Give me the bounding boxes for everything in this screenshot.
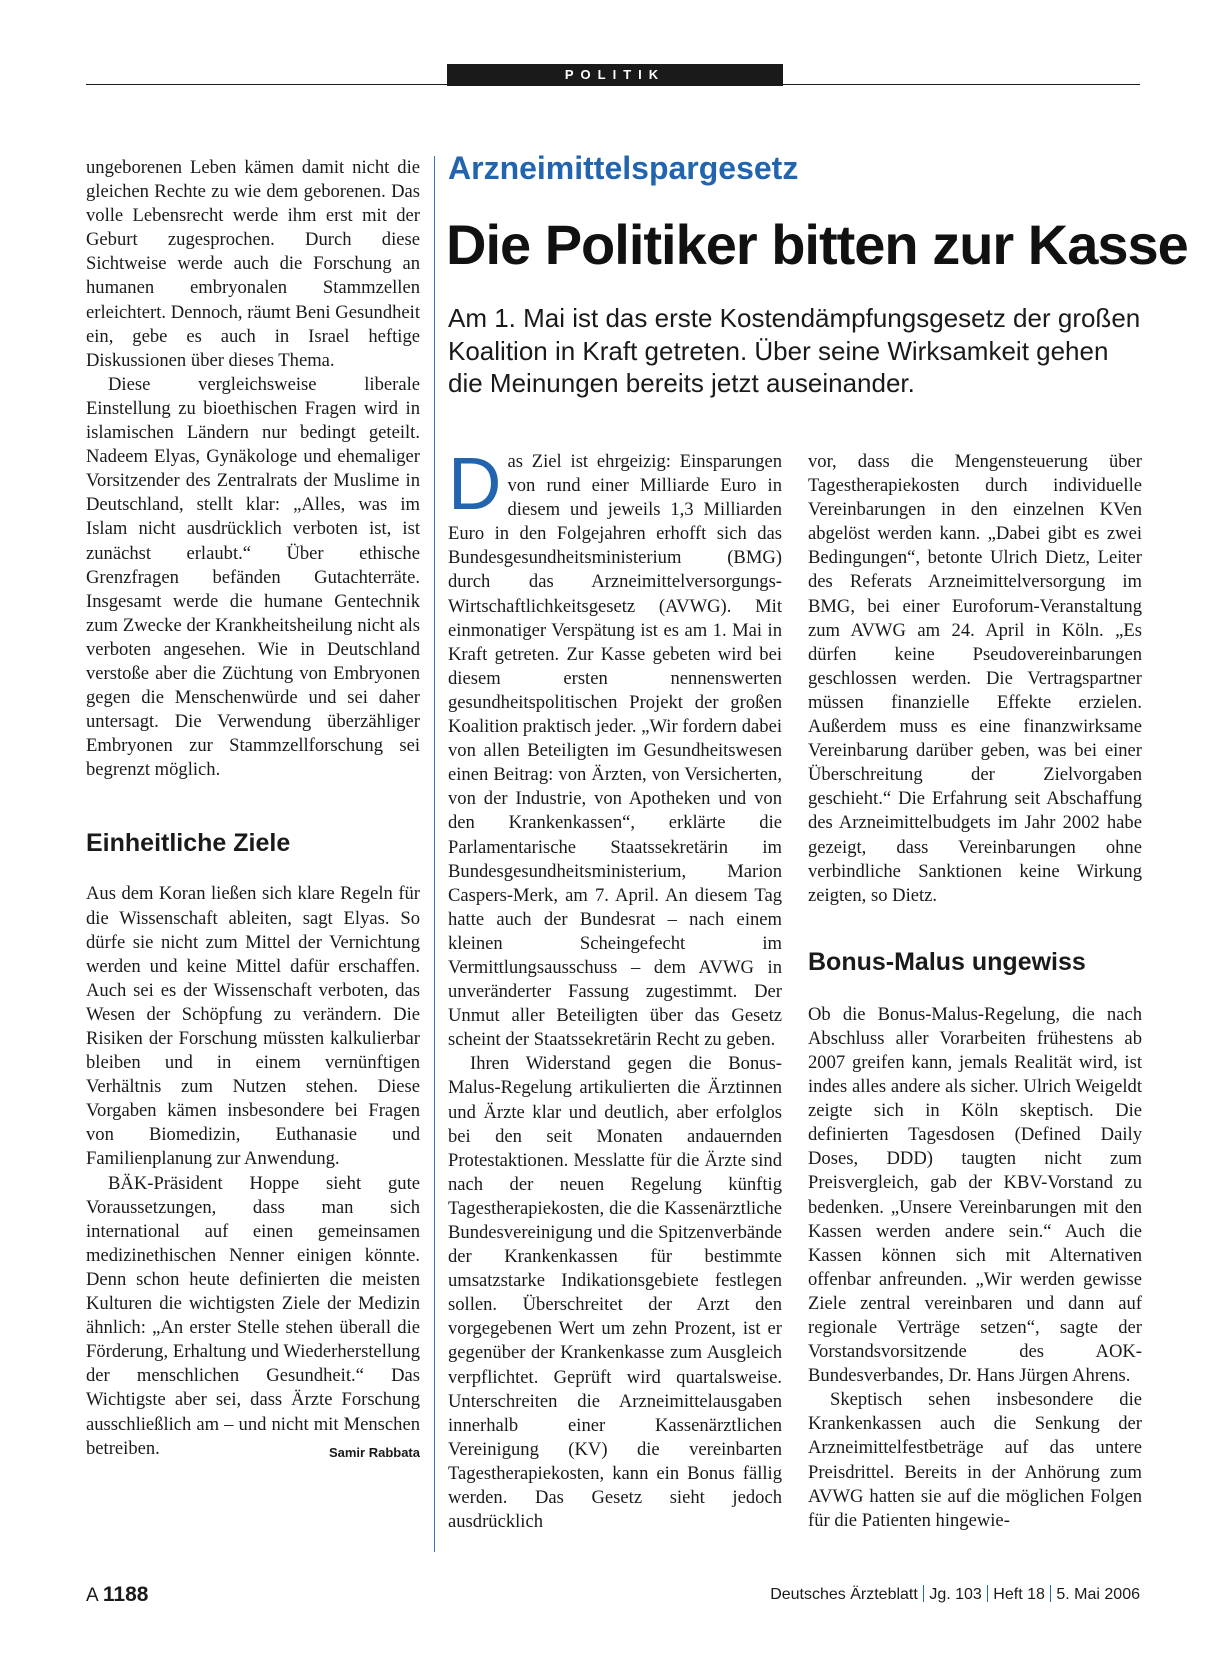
right-paragraph-2: Ob die Bonus-Malus-Regelung, die nach Abschluss aller Vorarbeiten frühestens ab 2007 greifen kann, jemals Realität wird, ist indes alles andere als sicher. Ulrich Weigeldt zeigte sich in Köln skeptisch. Die definierten Tagesdosen (Defined Daily Doses, DDD) taugten nicht zum Preisvergleich, gab der KBV-Vorstand zu bedenken. „Unsere Vereinbarungen mit den Kassen werden andere sein.“ Auch die Kassen können sich mit Alternativen offenbar anfreunden. „Wir werden gewisse Ziele zentral vereinbaren und dann auf regionale Verträge setzen“, sagte der Vorstandsvorsitzende des AOK-Bundesverbandes, Dr. Hans Jürgen Ahrens.	[808, 1003, 1142, 1387]
drop-cap: D	[448, 442, 502, 525]
journal-issue: Heft 18	[993, 1586, 1045, 1603]
middle-paragraph-2: Ihren Widerstand gegen die Bonus-Malus-Regelung artikulierten die Ärztinnen und Ärzte klar und deutlich, aber erfolglos bei den seit Monaten andauernden Protestaktionen. Messlatte für die Ärzte sind nach der neuen Regelung künftig Tagestherapiekosten, die die Kassenärztliche Bundesvereinigung und die Spitzenverbände der Krankenkassen für bestimmte umsatzstarke Indikationsgebiete festlegen sollen. Überschreitet der Arzt den vorgegebenen Wert um zehn Prozent, ist er gegenüber der Krankenkasse zum Ausgleich verpflichtet. Geprüft wird quartalsweise. Unterschreiten die Arzneimittelausgaben innerhalb einer Kassenärztlichen Vereinigung (KV) die vereinbarten Tagestherapiekosten, kann ein Bonus fällig werden. Das Gesetz sieht jedoch ausdrücklich	[448, 1053, 782, 1533]
middle-column	[448, 442, 782, 1534]
subheading-einheitliche-ziele: Einheitliche Ziele	[86, 829, 291, 858]
left-column	[86, 156, 420, 1465]
right-paragraph-1: vor, dass die Mengensteuerung über Tagestherapiekosten durch individuelle Vereinbarungen in den einzelnen KVen abgelöst werden kann. „Dabei gibt es zwei Bedingungen“, betonte Ulrich Dietz, Leiter des Referats Arzneimittelversorgung im BMG, bei einer Euroforum-Veranstaltung zum AVWG am 24. April in Köln. „Es dürfen keine Pseudovereinbarungen geschlossen werden. Die Vertragspartner müssen finanzielle Effekte erzielen. Außerdem muss es eine finanzwirksame Vereinbarung darüber geben, was bei einer Überschreitung der Zielvorgaben geschieht.“ Die Erfahrung seit Abschaffung des Arzneimittelbudgets im Jahr 2002 habe gezeigt, dass Vereinbarungen ohne verbindliche Sanktionen keine Wirkung zeigten, so Dietz.	[808, 451, 1142, 906]
middle-paragraph-1-text: as Ziel ist ehrgeizig: Einsparungen von rund einer Milliarde Euro in diesem und jeweils 1,3 Milliarden Euro in den Folgejahren erhofft sich das Bundesgesundheitsministerium (BMG) durch das Arzneimittelversorgungs-Wirtschaftlichkeitsgesetz (AVWG). Mit einmonatiger Verspätung ist es am 1. Mai in Kraft getreten. Zur Kasse gebeten wird bei diesem ersten nennenswerten gesundheitspolitischen Projekt der großen Koalition praktisch jeder. „Wir fordern dabei von allen Beteiligten im Gesundheitswesen einen Beitrag: von Ärzten, von Versicherten, von der Industrie, von Apotheken und von den Krankenkassen“, erklärte die Parlamentarische Staatssekretärin im Bundesgesundheitsministerium, Marion Caspers-Merk, am 7. April. An diesem Tag hatte auch der Bundesrat – nach einem kleinen Scheingefecht im Vermittlungsausschuss – dem AVWG in unveränderter Fassung zugestimmt. Der Unmut aller Beteiligten über das Gesetz scheint der Staatssekretärin Recht zu geben.	[448, 451, 782, 1051]
footer-separator	[923, 1585, 925, 1602]
left-paragraph-2: Diese vergleichsweise liberale Einstellung zu bioethischen Fragen wird in islamischen Ländern nur bedingt geteilt. Nadeem Elyas, Gynäkologe und ehemaliger Vorsitzender des Zentralrats der Muslime in Deutschland, stellt klar: „Alles, was im Islam nicht ausdrücklich verboten ist, ist zunächst erlaubt.“ Über ethische Grenzfragen befänden Gutachterräte. Insgesamt werde die humane Gentechnik zum Zwecke der Krankheitsheilung nicht als verboten angesehen. Wie in Deutschland verstoße aber die Züchtung von Embryonen gegen die Menschenwürde und sei daher untersagt. Die Verwendung überzähliger Embryonen zur Stammzellforschung sei begrenzt möglich.	[86, 373, 420, 781]
page-prefix: A	[86, 1585, 98, 1606]
section-tag: POLITIK	[447, 64, 783, 86]
page-number	[86, 1583, 148, 1608]
page-number-value: 1188	[102, 1583, 149, 1606]
right-column	[808, 450, 1142, 1533]
column-divider	[434, 156, 435, 1552]
author-byline: Samir Rabbata	[328, 1444, 420, 1460]
left-paragraph-3: Aus dem Koran ließen sich klare Regeln für die Wissenschaft ableiten, sagt Elyas. So dürfe sie nicht zum Mittel der Vernichtung werden und keine Mittel dafür erschaffen. Auch sei es der Wissenschaft verboten, das Wesen der Schöpfung zu verändern. Die Risiken der Forschung müssten kalkulierbar bleiben und in einem vernünftigen Verhältnis zum Nutzen stehen. Diese Vorgaben kämen insbesondere bei Fragen von Biomedizin, Euthanasie und Familienplanung zur Anwendung.	[86, 883, 420, 1170]
journal-name: Deutsches Ärzteblatt	[770, 1586, 918, 1603]
right-paragraph-3: Skeptisch sehen insbesondere die Krankenkassen auch die Senkung der Arzneimittelfestbeträge auf das untere Preisdrittel. Bereits in der Anhörung zum AVWG hatten sie auf die möglichen Folgen für die Patienten hingewie-	[808, 1389, 1142, 1531]
footer-separator	[987, 1585, 989, 1602]
journal-info	[770, 1584, 1140, 1606]
subheading-bonus-malus: Bonus-Malus ungewiss	[808, 947, 1086, 976]
article-headline: Die Politiker bitten zur Kasse	[446, 213, 1188, 276]
article-lead: Am 1. Mai ist das erste Kostendämpfungsgesetz der großen Koalition in Kraft getreten. Über seine Wirksamkeit gehen die Meinungen bereits jetzt auseinander.	[448, 303, 1141, 398]
left-paragraph-1: ungeborenen Leben kämen damit nicht die gleichen Rechte zu wie dem geborenen. Das volle Lebensrecht werde ihm erst mit der Geburt zugesprochen. Durch diese Sichtweise werde auch die Forschung an humanen embryonalen Stammzellen erleichtert. Dennoch, räumt Beni Gesundheit ein, gebe es auch in Israel heftige Diskussionen über dieses Thema.	[86, 157, 420, 371]
left-paragraph-4-text: BÄK-Präsident Hoppe sieht gute Voraussetzungen, dass man sich international auf einen gemeinsamen medizinethischen Nenner einigen könnte. Denn schon heute definierten die meisten Kulturen die wichtigsten Ziele der Medizin ähnlich: „An erster Stelle stehen überall die Förderung, Erhaltung und Wiederherstellung der menschlichen Gesundheit.“ Das Wichtigste aber sei, dass Ärzte Forschung ausschließlich am – und nicht mit Menschen betreiben.	[86, 1172, 420, 1459]
middle-paragraph-1	[448, 442, 782, 1052]
footer-separator	[1050, 1585, 1052, 1602]
article-kicker: Arzneimittelspargesetz	[448, 150, 799, 186]
left-paragraph-4	[86, 1172, 420, 1461]
journal-date: 5. Mai 2006	[1056, 1586, 1140, 1603]
journal-volume: Jg. 103	[929, 1586, 982, 1603]
